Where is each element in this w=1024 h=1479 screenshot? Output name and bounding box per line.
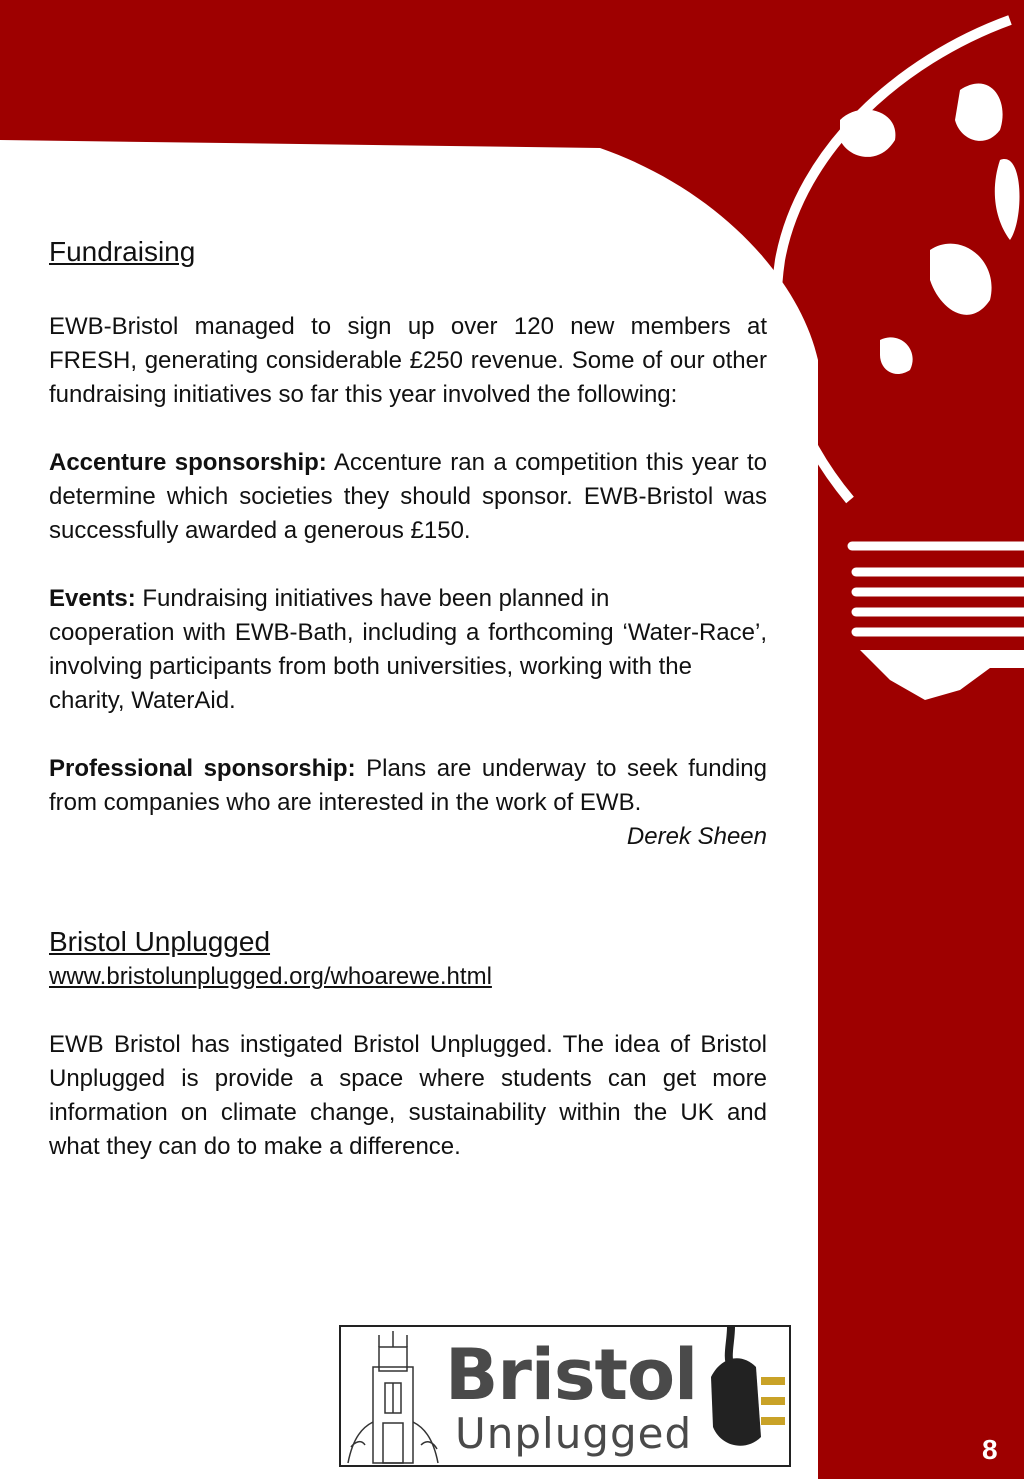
unplugged-link-wrap [49,960,767,994]
unplugged-url-link[interactable]: www.bristolunplugged.org/whoarewe.html [49,963,492,990]
fundraising-intro: EWB-Bristol managed to sign up over 120 new members at FRESH, generating considerable £250 revenue. Some of our other fundraising initiatives so far this year involved the following: [49,313,767,408]
main-content [49,234,767,1164]
unplugged-heading: Bristol Unplugged [49,926,271,957]
unplugged-body: EWB Bristol has instigated Bristol Unplugged. The idea of Bristol Unplugged is provide a space where students can get more information on climate change, sustainability within the UK and what they can do to make a difference. [49,1031,767,1160]
events-line-1 [49,582,767,616]
events-line-2: cooperation with EWB-Bath, including a forthcoming ‘Water-Race’, involving participants from both universities, working with the [49,619,767,680]
events-line-3: charity, WaterAid. [49,687,236,714]
accenture-text: Accenture ran a competition this year to determine which societies they should sponsor. EWB-Bristol was successfully awarded a generous £150. [49,449,767,544]
plug-icon [701,1327,791,1467]
professional-text: Plans are underway to seek funding from companies who are interested in the work of EWB. [49,755,768,816]
events-text-1: Fundraising initiatives have been planned in [135,585,610,612]
logo-bristol-text: Bristol [445,1334,698,1416]
tower-sketch [343,1327,443,1465]
professional-label: Professional sponsorship: [49,755,356,782]
bristol-unplugged-logo [339,1325,791,1467]
professional-paragraph [49,752,767,820]
accenture-label: Accenture sponsorship: [49,449,327,476]
fundraising-heading: Fundraising [49,236,196,267]
logo-unplugged-text: Unplugged [455,1409,693,1458]
page-number: 8 [982,1434,998,1465]
accenture-paragraph [49,446,767,548]
events-label: Events: [49,585,136,612]
author-signature: Derek Sheen [626,823,767,850]
